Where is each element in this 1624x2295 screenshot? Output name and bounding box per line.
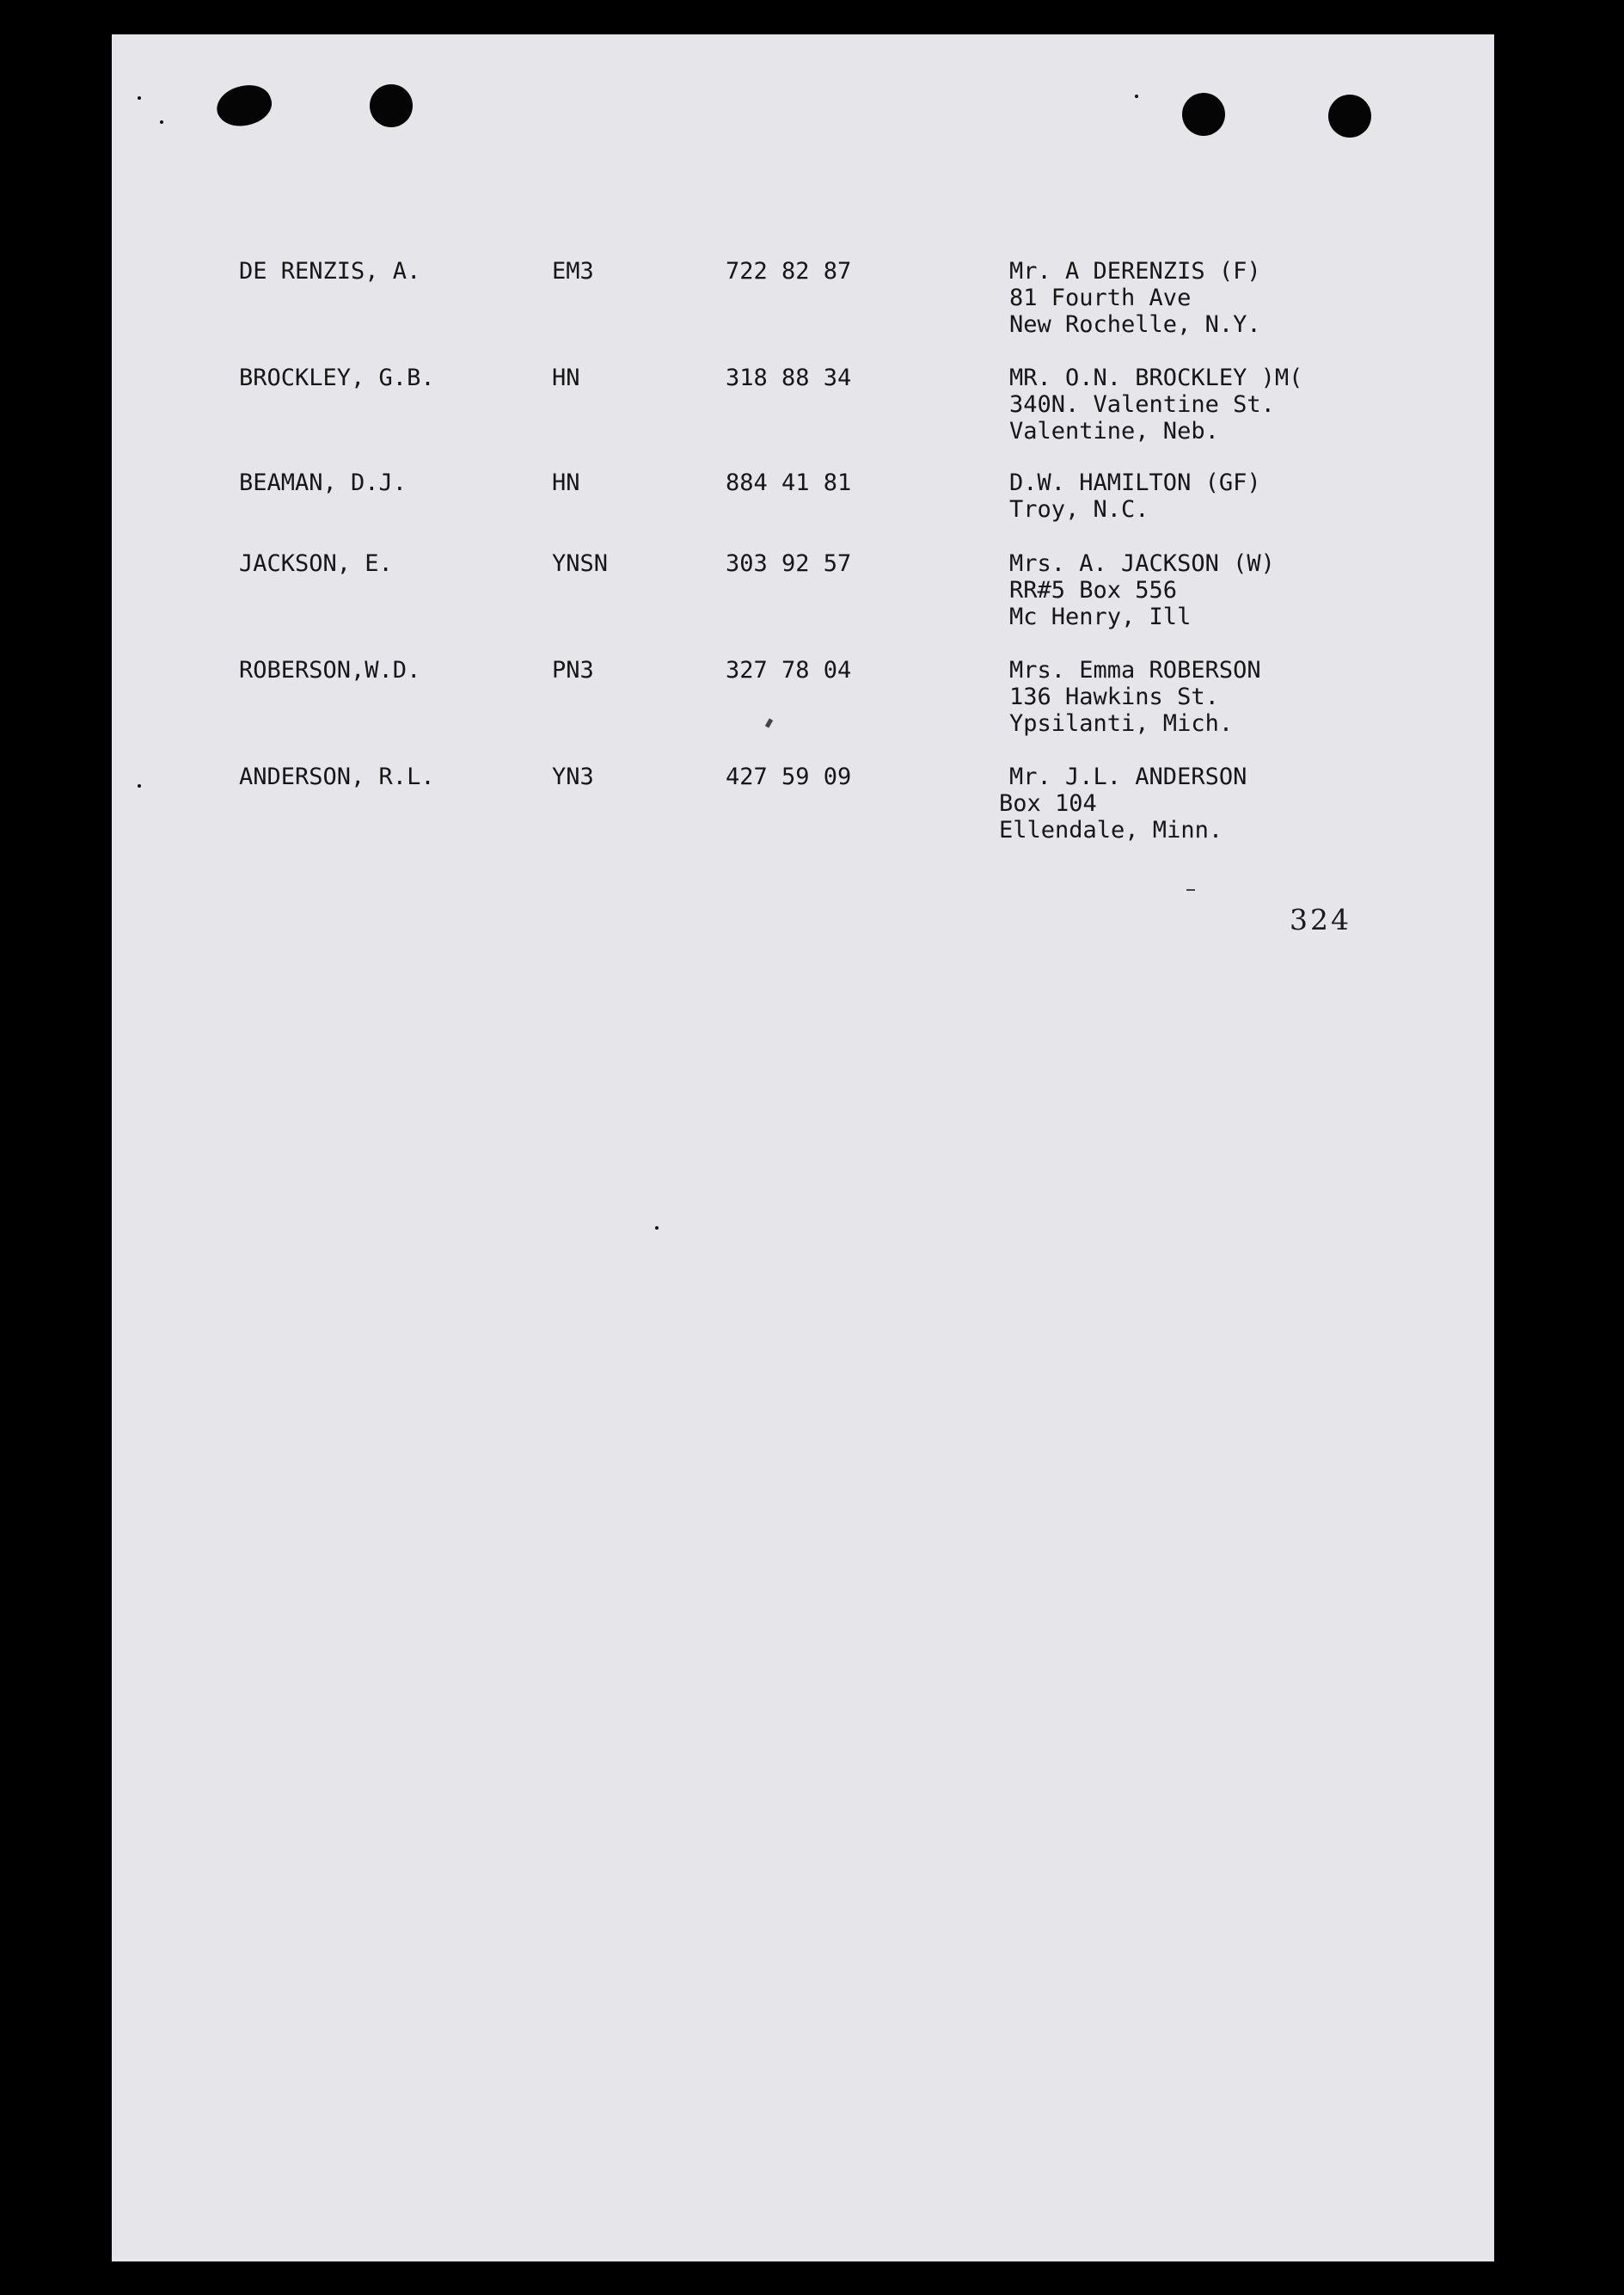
- punch-hole: [1182, 93, 1225, 136]
- ink-speck: [138, 96, 141, 100]
- address-line: Ypsilanti, Mich.: [1009, 710, 1234, 737]
- address-line: 136 Hawkins St.: [1009, 684, 1219, 710]
- next-of-kin-address: [1009, 469, 1261, 523]
- address-line: New Rochelle, N.Y.: [1009, 311, 1261, 338]
- sailor-name: ANDERSON, R.L.: [239, 764, 435, 790]
- stray-mark: [1186, 889, 1195, 891]
- stray-mark: [765, 718, 773, 727]
- next-of-kin-address: [1009, 657, 1261, 737]
- address-line: 340N. Valentine St.: [1009, 391, 1275, 418]
- address-line: Ellendale, Minn.: [999, 817, 1223, 844]
- punch-hole: [1328, 95, 1371, 138]
- service-number: 318 88 34: [726, 365, 852, 391]
- ink-speck: [138, 784, 141, 788]
- address-line: Mrs. A. JACKSON (W): [1009, 550, 1275, 577]
- address-line: MR. O.N. BROCKLEY )M(: [1009, 365, 1303, 391]
- next-of-kin-address: [1009, 550, 1275, 630]
- address-line: Box 104: [999, 790, 1097, 817]
- address-line: Mrs. Emma ROBERSON: [1009, 657, 1261, 684]
- sailor-name: BEAMAN, D.J.: [239, 469, 408, 496]
- sailor-name: DE RENZIS, A.: [239, 258, 421, 285]
- service-number: 303 92 57: [726, 550, 852, 577]
- address-line: 81 Fourth Ave: [1009, 285, 1192, 311]
- next-of-kin-address: [1009, 258, 1261, 338]
- service-number: 327 78 04: [726, 657, 852, 684]
- next-of-kin-address: [1009, 365, 1302, 445]
- page-number: 324: [1290, 903, 1351, 936]
- next-of-kin-address: [999, 764, 1247, 844]
- address-line: RR#5 Box 556: [1009, 577, 1178, 604]
- address-line: Troy, N.C.: [1009, 496, 1149, 523]
- service-number: 884 41 81: [726, 469, 852, 496]
- sailor-name: ROBERSON,W.D.: [239, 657, 421, 684]
- sailor-rate: HN: [552, 365, 580, 391]
- ink-speck: [160, 120, 163, 124]
- sailor-name: JACKSON, E.: [239, 550, 393, 577]
- service-number: 722 82 87: [726, 258, 852, 285]
- sailor-rate: YNSN: [552, 550, 609, 577]
- service-number: 427 59 09: [726, 764, 852, 790]
- ink-speck: [655, 1226, 659, 1230]
- address-line: D.W. HAMILTON (GF): [1009, 469, 1261, 496]
- ink-speck: [1135, 95, 1138, 98]
- punch-hole: [370, 84, 413, 127]
- sailor-rate: YN3: [552, 764, 594, 790]
- sailor-rate: HN: [552, 469, 580, 496]
- address-line: Mc Henry, Ill: [1009, 604, 1192, 630]
- document-page: [112, 34, 1494, 2261]
- sailor-name: BROCKLEY, G.B.: [239, 365, 435, 391]
- address-line: Mr. J.L. ANDERSON: [1009, 764, 1247, 790]
- sailor-rate: EM3: [552, 258, 594, 285]
- punch-hole-torn: [211, 78, 276, 133]
- address-line: Mr. A DERENZIS (F): [1009, 258, 1261, 285]
- sailor-rate: PN3: [552, 657, 594, 684]
- address-line: Valentine, Neb.: [1009, 418, 1219, 445]
